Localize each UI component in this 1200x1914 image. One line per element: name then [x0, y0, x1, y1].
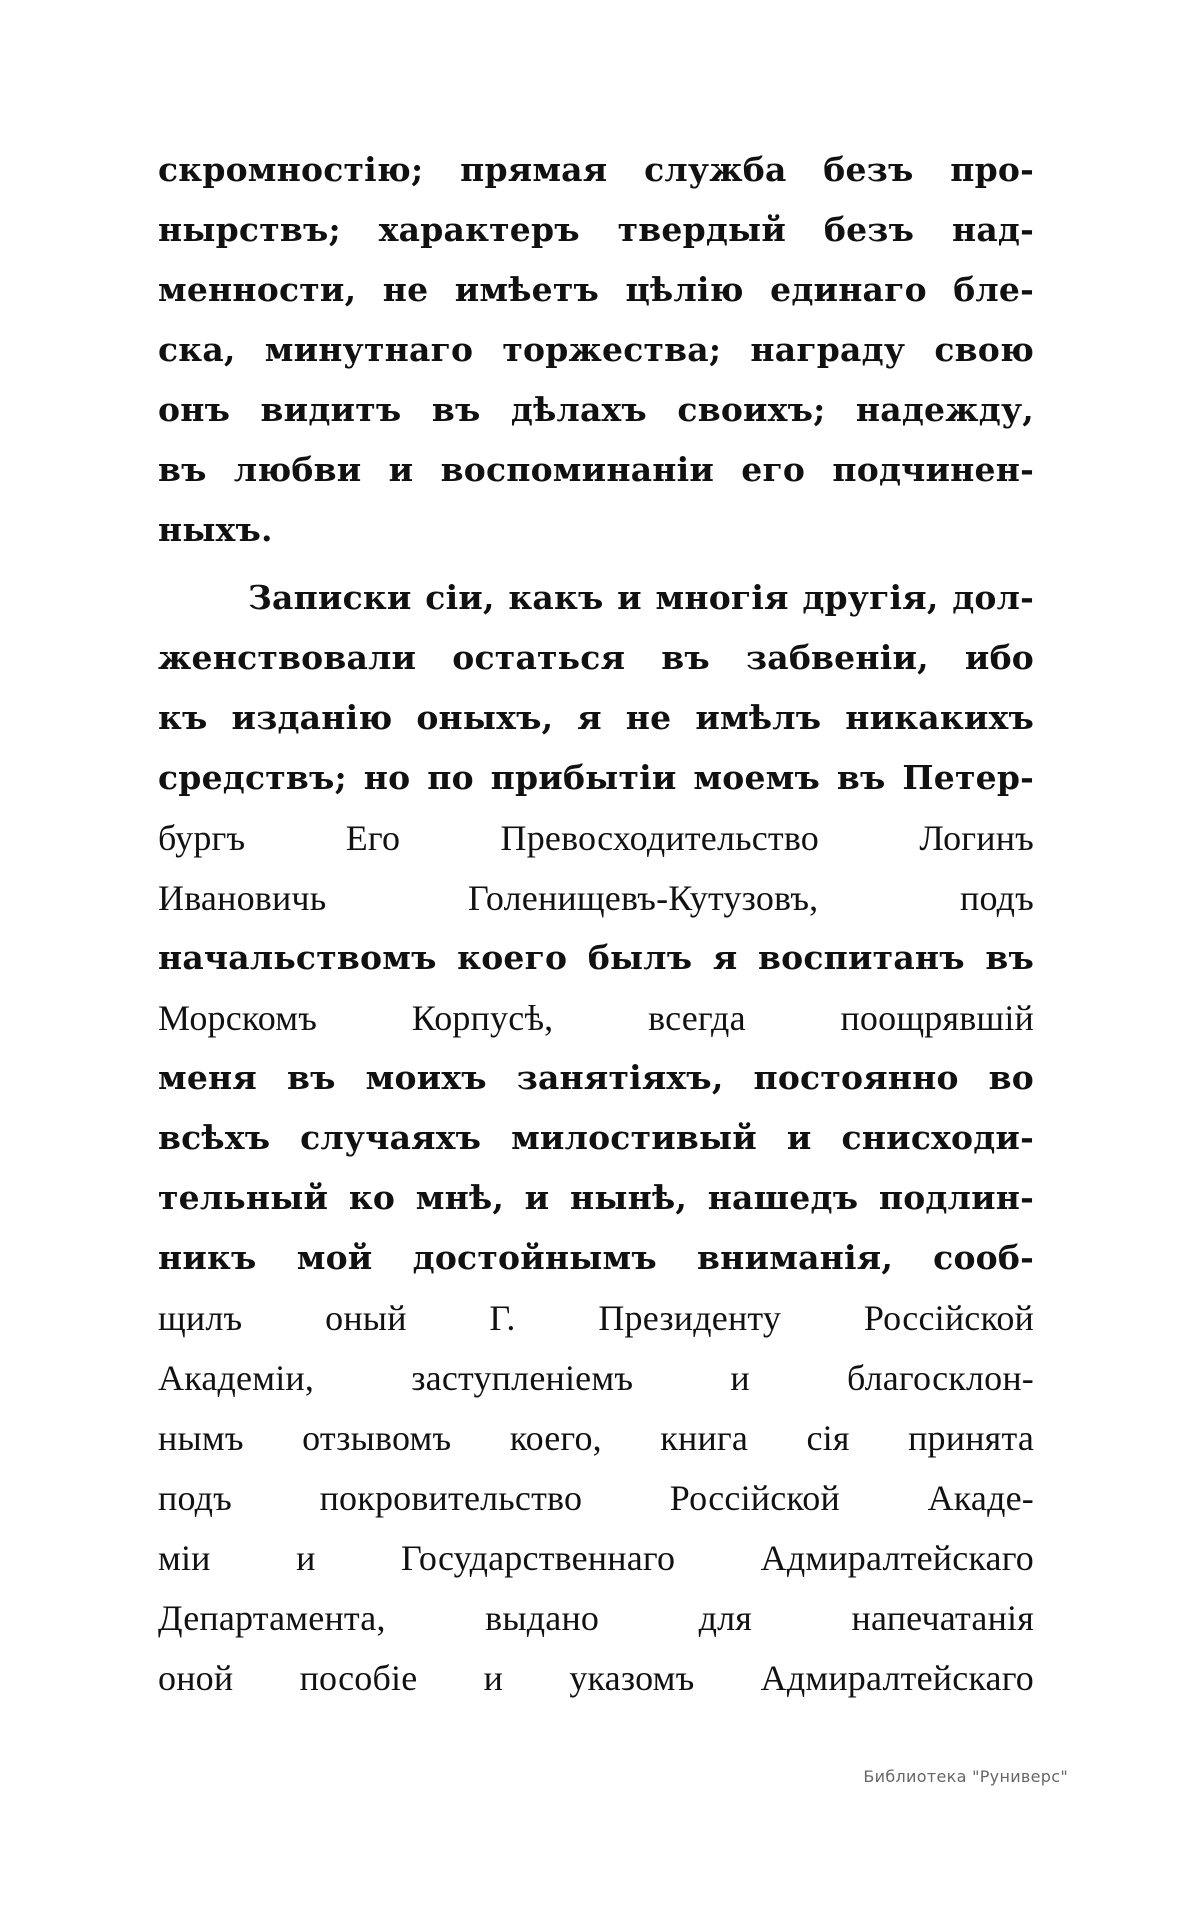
text-line: ныхъ.	[158, 510, 273, 549]
text-line: начальствомъ коего былъ я воспитанъ въ	[158, 938, 1034, 977]
text-line: къ изданію оныхъ, я не имѣлъ никакихъ	[158, 698, 1034, 737]
page-body-text	[158, 140, 1034, 1708]
text-line: женствовали остаться въ забвеніи, ибо	[158, 638, 1034, 677]
text-line: Академіи, заступленіемъ и благосклон-	[158, 1358, 1034, 1398]
text-line: въ любви и воспоминаніи его подчинен-	[158, 450, 1034, 489]
text-line: нырствъ; характеръ твердый безъ над-	[158, 210, 1034, 249]
text-line: Морскомъ Корпусѣ, всегда поощрявшій	[158, 998, 1034, 1038]
paragraph-1	[158, 140, 1034, 560]
text-line: меня въ моихъ занятіяхъ, постоянно во	[158, 1058, 1034, 1097]
text-line: средствъ; но по прибытіи моемъ въ Петер-	[158, 758, 1034, 797]
text-line: подъ покровительство Россійской Акаде-	[158, 1478, 1034, 1518]
text-line: скромностію; прямая служба безъ про-	[158, 150, 1034, 189]
text-line: щилъ оный Г. Президенту Россійской	[158, 1298, 1034, 1338]
text-line: Департамента, выдано для напечатанія	[158, 1598, 1034, 1638]
library-watermark: Библиотека "Руниверс"	[863, 1767, 1068, 1786]
text-line: менности, не имѣетъ цѣлію единаго бле-	[158, 270, 1034, 309]
text-line: оной пособіе и указомъ Адмиралтейскаго	[158, 1658, 1034, 1698]
text-line: ска, минутнаго торжества; награду свою	[158, 330, 1034, 369]
text-line: никъ мой достойнымъ вниманія, сооб-	[158, 1238, 1034, 1277]
text-line: тельный ко мнѣ, и нынѣ, нашедъ подлин-	[158, 1178, 1034, 1217]
text-line: нымъ отзывомъ коего, книга сія принята	[158, 1418, 1034, 1458]
text-line: міи и Государственнаго Адмиралтейскаго	[158, 1538, 1034, 1578]
text-line: всѣхъ случаяхъ милостивый и снисходи-	[158, 1118, 1034, 1157]
text-line: Ивановичь Голенищевъ-Кутузовъ, подъ	[158, 878, 1034, 918]
text-line: Записки сіи, какъ и многія другія, дол-	[248, 578, 1034, 617]
text-line: бургъ Его Превосходительство Логинъ	[158, 818, 1034, 858]
paragraph-2	[158, 568, 1034, 1708]
text-line: онъ видитъ въ дѣлахъ своихъ; надежду,	[158, 390, 1034, 429]
